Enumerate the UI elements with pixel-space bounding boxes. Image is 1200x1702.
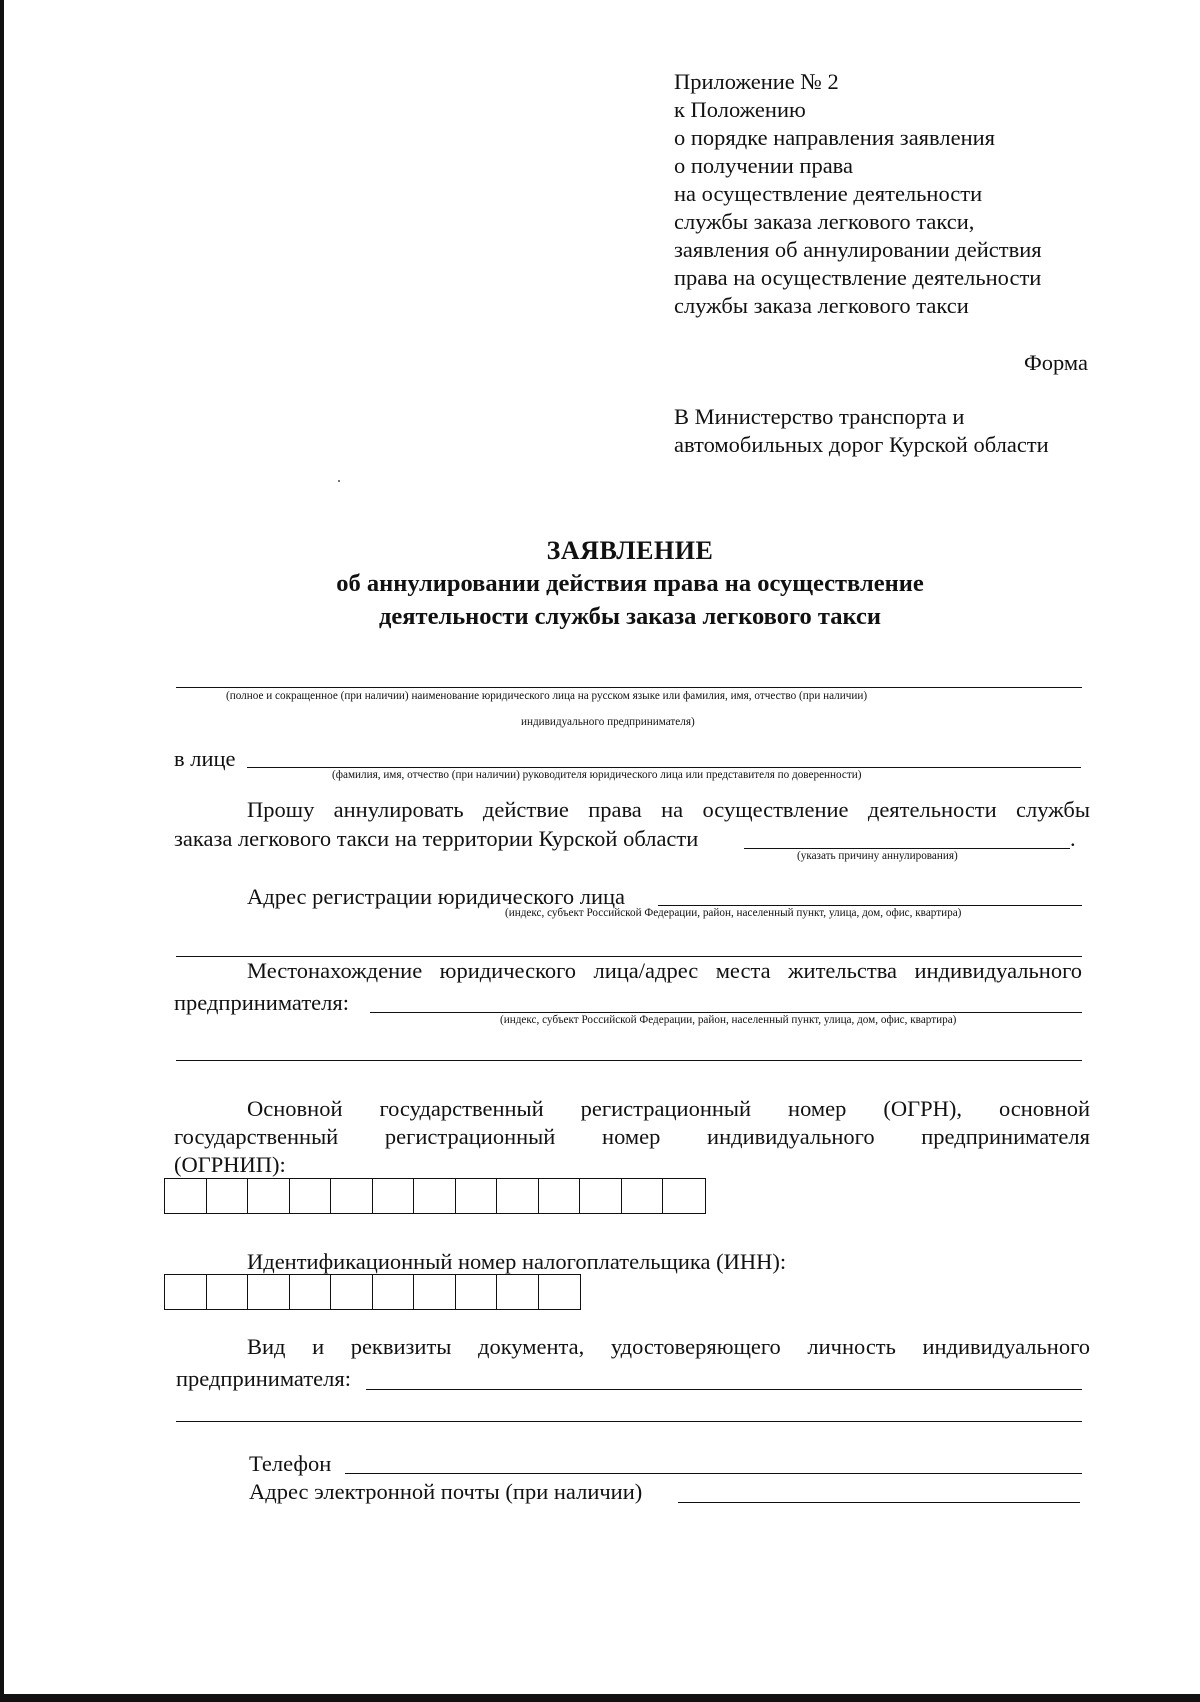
ogrn-digit-cell[interactable]: [290, 1179, 332, 1213]
ogrn-digit-cell[interactable]: [248, 1179, 290, 1213]
location-field[interactable]: [370, 1012, 1082, 1013]
email-label: Адрес электронной почты (при наличии): [249, 1479, 643, 1504]
scan-left-edge: [0, 0, 4, 1702]
location-label: предпринимателя:: [174, 990, 349, 1015]
id-doc-field[interactable]: [366, 1389, 1082, 1390]
inn-digit-cell[interactable]: [248, 1275, 290, 1309]
request-line: заказа легкового такси на территории Курской области: [174, 826, 699, 851]
reg-address-field-continued[interactable]: [176, 956, 1082, 957]
reg-address-field[interactable]: [658, 905, 1082, 906]
applicant-name-field[interactable]: [176, 687, 1082, 688]
inn-digit-cell[interactable]: [373, 1275, 415, 1309]
addressee-line: В Министерство транспорта и: [674, 404, 965, 429]
annex-line: Приложение № 2: [674, 69, 839, 94]
annex-line: заявления об аннулировании действия: [674, 237, 1042, 262]
id-doc-line: Вид и реквизиты документа, удостоверяющего личность индивидуального: [247, 1334, 1090, 1359]
form-label: Форма: [1023, 350, 1088, 375]
ogrn-digit-cell[interactable]: [331, 1179, 373, 1213]
inn-digit-cell[interactable]: [290, 1275, 332, 1309]
annex-line: службы заказа легкового такси,: [674, 209, 975, 234]
phone-label: Телефон: [249, 1451, 332, 1476]
representative-hint: (фамилия, имя, отчество (при наличии) руководителя юридического лица или представителя по доверенности): [332, 769, 862, 781]
inn-digit-cell[interactable]: [331, 1275, 373, 1309]
annex-line: на осуществление деятельности: [674, 181, 983, 206]
annex-line: о порядке направления заявления: [674, 125, 995, 150]
location-hint: (индекс, субъект Российской Федерации, район, населенный пункт, улица, дом, офис, квартира): [500, 1014, 957, 1026]
reg-address-hint: (индекс, субъект Российской Федерации, район, населенный пункт, улица, дом, офис, квартира): [505, 907, 962, 919]
document-subtitle-line: деятельности службы заказа легкового такси: [379, 603, 881, 630]
inn-label: Идентификационный номер налогоплательщика (ИНН):: [247, 1249, 787, 1274]
location-field-continued[interactable]: [176, 1060, 1082, 1061]
inn-digit-cell[interactable]: [456, 1275, 498, 1309]
ogrn-digit-cell[interactable]: [456, 1179, 498, 1213]
annex-line: права на осуществление деятельности: [674, 265, 1042, 290]
ogrn-digit-cell[interactable]: [207, 1179, 249, 1213]
reg-address-label: Адрес регистрации юридического лица: [247, 884, 626, 909]
location-line: Местонахождение юридического лица/адрес места жительства индивидуального: [247, 958, 1082, 983]
annex-line: к Положению: [674, 97, 806, 122]
inn-digit-cell[interactable]: [414, 1275, 456, 1309]
cancellation-reason-hint: (указать причину аннулирования): [797, 850, 958, 862]
ogrn-digit-cell[interactable]: [497, 1179, 539, 1213]
ogrn-cells[interactable]: [164, 1178, 706, 1214]
ogrn-digit-cell[interactable]: [373, 1179, 415, 1213]
ogrn-line: государственный регистрационный номер индивидуального предпринимателя: [174, 1124, 1090, 1149]
id-doc-label: предпринимателя:: [176, 1366, 351, 1391]
document-subtitle-line: об аннулировании действия права на осуществление: [336, 570, 924, 597]
id-doc-field-continued[interactable]: [176, 1421, 1082, 1422]
request-line: Прошу аннулировать действие права на осуществление деятельности службы: [247, 797, 1090, 822]
ogrn-digit-cell[interactable]: [580, 1179, 622, 1213]
inn-cells[interactable]: [164, 1274, 581, 1310]
ogrn-line: Основной государственный регистрационный номер (ОГРН), основной: [247, 1096, 1090, 1121]
request-end: .: [1070, 826, 1076, 851]
addressee: [674, 403, 1049, 459]
applicant-name-hint: (полное и сокращенное (при наличии) наименование юридического лица на русском языке или фамилия, имя, отчество (при наличии): [226, 690, 868, 702]
inn-digit-cell[interactable]: [539, 1275, 581, 1309]
annex-line: службы заказа легкового такси: [674, 293, 969, 318]
ogrn-digit-cell[interactable]: [622, 1179, 664, 1213]
annex-line: о получении права: [674, 153, 853, 178]
ogrn-digit-cell[interactable]: [414, 1179, 456, 1213]
representative-field[interactable]: [247, 767, 1081, 768]
addressee-line: автомобильных дорог Курской области: [674, 432, 1049, 457]
inn-digit-cell[interactable]: [165, 1275, 207, 1309]
inn-digit-cell[interactable]: [207, 1275, 249, 1309]
annex-header: [674, 68, 1134, 320]
phone-field[interactable]: [345, 1473, 1082, 1474]
ogrn-line: (ОГРНИП):: [174, 1152, 286, 1177]
email-field[interactable]: [678, 1502, 1080, 1503]
scan-bottom-edge: [0, 1694, 1200, 1702]
scan-speck: [338, 480, 340, 482]
representative-label: в лице: [174, 746, 236, 771]
ogrn-digit-cell[interactable]: [165, 1179, 207, 1213]
ogrn-digit-cell[interactable]: [663, 1179, 705, 1213]
applicant-name-hint: индивидуального предпринимателя): [521, 716, 695, 728]
cancellation-reason-field[interactable]: [744, 848, 1070, 849]
document-title: ЗАЯВЛЕНИЕ: [546, 536, 714, 565]
inn-digit-cell[interactable]: [497, 1275, 539, 1309]
ogrn-digit-cell[interactable]: [539, 1179, 581, 1213]
